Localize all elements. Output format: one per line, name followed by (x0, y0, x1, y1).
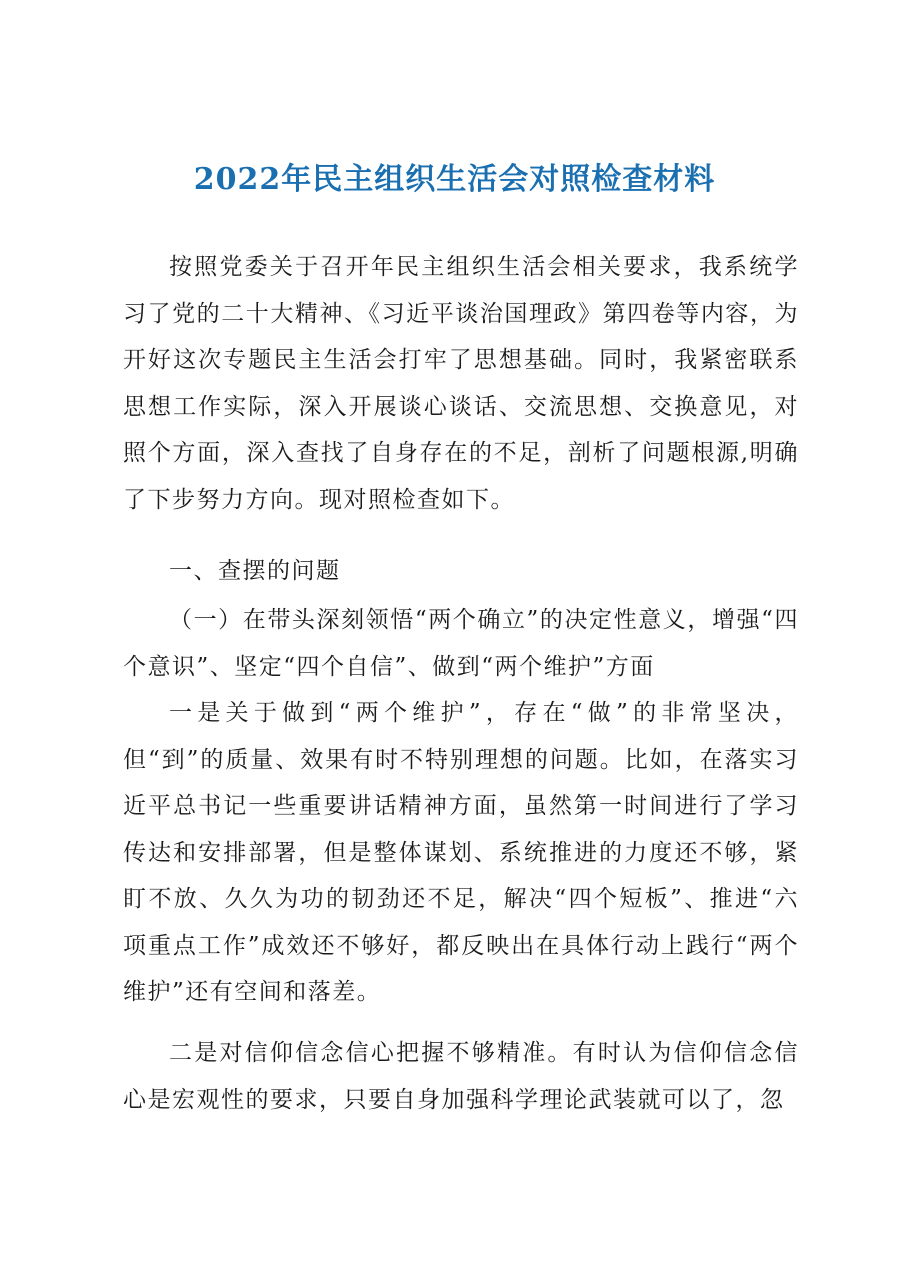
point-one-paragraph: 一是关于做到“两个维护”，存在“做”的非常坚决，但“到”的质量、效果有时不特别理想的问题。比如，在落实习近平总书记一些重要讲话精神方面，虽然第一时间进行了学习传达和安排部署，但是整体谋划、系统推进的力度还不够，紧盯不放、久久为功的韧劲还不足，解决“四个短板”、推进“六项重点工作”成效还不够好，都反映出在具体行动上践行“两个维护”还有空间和落差。 (123, 700, 799, 1005)
intro-paragraph: 按照党委关于召开年民主组织生活会相关要求，我系统学习了党的二十大精神、《习近平谈治国理政》第四卷等内容，为开好这次专题民主生活会打牢了思想基础。同时，我紧密联系思想工作实际，深入开展谈心谈话、交流思想、交换意见，对照个方面，深入查找了自身存在的不足，剖析了问题根源,明确了下步努力方向。现对照检查如下。 (123, 254, 799, 513)
subsection-heading: （一）在带头深刻领悟“两个确立”的决定性意义，增强“四个意识”、坚定“四个自信”、做到“两个维护”方面 (123, 607, 799, 680)
document-title: 2022年民主组织生活会对照检查材料 (193, 162, 716, 197)
section-heading: 一、查摆的问题 (169, 558, 341, 584)
point-two-paragraph: 二是对信仰信念信心把握不够精准。有时认为信仰信念信心是宏观性的要求，只要自身加强科学理论武装就可以了，忽 (123, 1040, 799, 1113)
